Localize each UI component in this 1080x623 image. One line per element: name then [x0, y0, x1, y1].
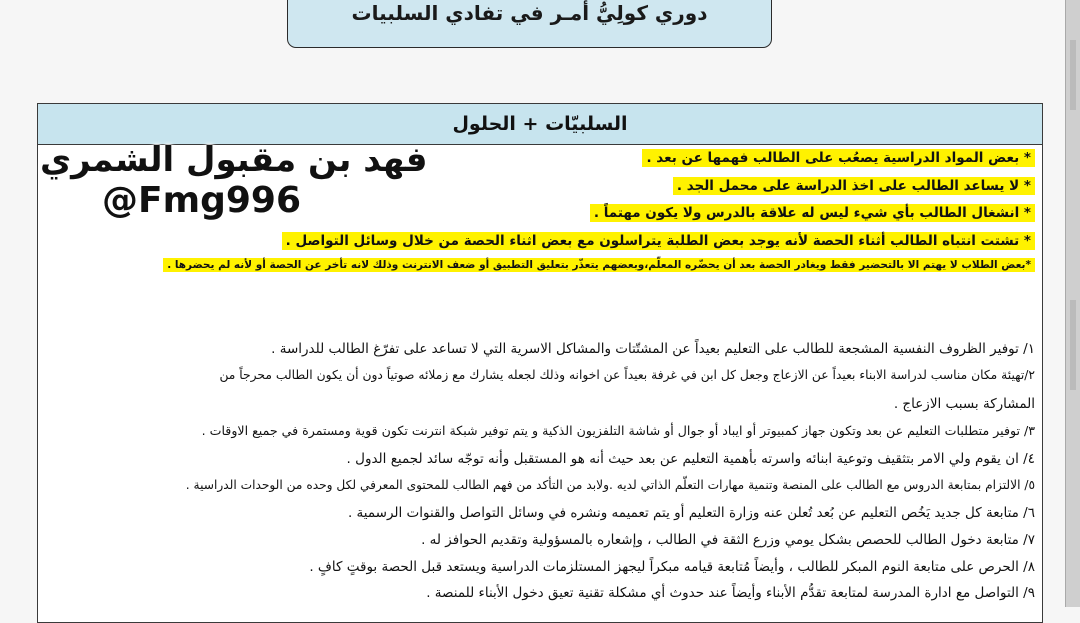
solution-item-9: ٩/ التواصل مع ادارة المدرسة لمتابعة تقدُّم الأبناء وأيضاً عند حدوث أي مشكلة تقنية تعيق دخول الأبناء للمنصة . [426, 585, 1035, 601]
negative-item-3: * انشغال الطالب بأي شيء ليس له علاقة بالدرس ولا يكون مهتماً . [590, 205, 1035, 221]
solution-item-6: ٦/ متابعة كل جديد يَخُص التعليم عن بُعد تُعلن عنه وزارة التعليم أو يتم تعميمه ونشره في وسائل التواصل والقنوات الرسمية . [347, 505, 1035, 521]
solution-item-4: ٤/ ان يقوم ولي الامر بتثقيف وتوعية ابنائه واسرته بأهمية التعليم عن بعد حيث أنه هو المستقبل وأنه توجّه سائد لجميع الدول . [346, 451, 1035, 467]
page-edge-strip [1065, 0, 1080, 607]
section-header-band [38, 104, 1042, 145]
watermark-author-handle: @Fmg996 [102, 180, 302, 221]
solution-item-2: ٢/تهيئة مكان مناسب لدراسة الابناء بعيداً عن الازعاج وجعل كل ابن في غرفة بعيداً عن اخوانه وذلك لجعله يشارك مع زملائه صوتياً دون أن يكون الطالب محرجاً من [219, 368, 1035, 382]
edge-mark [1070, 40, 1076, 110]
title-box [287, 0, 772, 48]
solution-item-3: ٣/ توفير متطلبات التعليم عن بعد وتكون جهاز كمبيوتر أو ايباد أو جوال أو شاشة التلفزيون الذكية و يتم توفير شبكة انترنت تكون قوية ومستمرة في جميع الاوقات . [201, 423, 1035, 438]
negative-item-5: *بعض الطلاب لا يهتم الا بالتحضير فقط ويغادر الحصة بعد أن يحضّره المعلّم،وبعضهم يتعذّر بتعليق التطبيق أو ضعف الانترنت وذلك لانه تأخر عن الحصة أو لأنه لم يحضرها . [163, 259, 1035, 271]
solution-item-5: ٥/ الالتزام بمتابعة الدروس مع الطالب على المنصة وتنمية مهارات التعلّم الذاتي لديه .ولابد من التأكد من فهم الطالب للمحتوى المعرفي لكل وحده من الوحدات الدراسية . [185, 478, 1035, 492]
negative-item-2: * لا يساعد الطالب على اخذ الدراسة على محمل الجد . [673, 178, 1035, 194]
page-title: دوري كولِيُّ أمـر في تفادي السلبيات [351, 1, 708, 25]
solution-item-2-continued: المشاركة بسبب الازعاج . [893, 396, 1035, 412]
solution-item-8: ٨/ الحرص على متابعة النوم المبكر للطالب ، وأيضاً مُتابعة قيامه مبكراً ليجهز المستلزمات الدراسية ويستعد قبل الحصة بوقتٍ كافٍ . [309, 559, 1035, 575]
section-header: السلبيّات + الحلول [452, 113, 628, 135]
watermark-author-name: فهد بن مقبول الشمري [40, 140, 428, 180]
solution-item-1: ١/ توفير الظروف النفسية المشجعة للطالب على التعليم بعيداً عن المشتّتات والمشاكل الاسرية التي لا تساعد على تفرّغ الطالب للدراسة . [271, 341, 1035, 357]
solution-item-7: ٧/ متابعة دخول الطالب للحصص بشكل يومي وزرع الثقة في الطالب ، وإشعاره بالمسؤولية وتقديم الحوافز له . [421, 532, 1035, 548]
edge-mark [1070, 300, 1076, 390]
negative-item-1: * بعض المواد الدراسية يصعُب على الطالب فهمها عن بعد . [642, 150, 1035, 166]
negative-item-4: * تشتت انتباه الطالب أثناء الحصة لأنه يوجد بعض الطلبة يتراسلون مع بعض اثناء الحصة من خلال وسائل التواصل . [282, 233, 1035, 249]
